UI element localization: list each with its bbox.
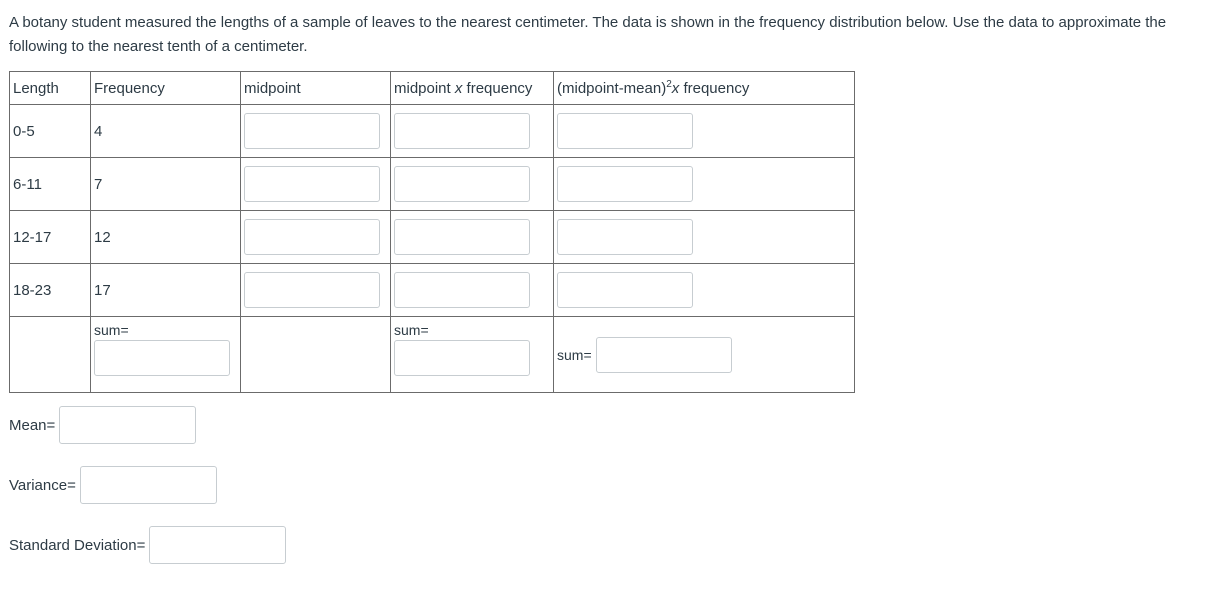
- table-row: [10, 264, 855, 317]
- frequency-sum-cell: [91, 317, 241, 393]
- length-cell: 12-17: [10, 211, 91, 264]
- midpoint-input[interactable]: [244, 166, 380, 202]
- length-cell: 6-11: [10, 158, 91, 211]
- midpoint-x-frequency-input[interactable]: [394, 272, 530, 308]
- header-midpoint: midpoint: [241, 72, 391, 105]
- deviation-squared-x-frequency-input[interactable]: [557, 166, 693, 202]
- frequency-sum-input[interactable]: [94, 340, 230, 376]
- midpoint-x-frequency-input[interactable]: [394, 219, 530, 255]
- sum-empty-cell: [10, 317, 91, 393]
- table-row: [10, 211, 855, 264]
- table-header-row: [10, 72, 855, 105]
- deviation-sum-input[interactable]: [596, 337, 732, 373]
- deviation-squared-x-frequency-input[interactable]: [557, 219, 693, 255]
- mean-row: [9, 406, 196, 444]
- deviation-sum-label: sum=: [557, 346, 592, 363]
- deviation-squared-x-frequency-input[interactable]: [557, 272, 693, 308]
- variance-label: Variance=: [9, 476, 76, 494]
- frequency-cell: 7: [91, 158, 241, 211]
- midpoint-input[interactable]: [244, 272, 380, 308]
- mean-label: Mean=: [9, 416, 56, 434]
- table-row: [10, 105, 855, 158]
- frequency-table: [9, 71, 855, 393]
- midpoint-input[interactable]: [244, 113, 380, 149]
- std-deviation-row: [9, 526, 286, 564]
- length-cell: 0-5: [10, 105, 91, 158]
- midpoint-x-frequency-sum-label: sum=: [394, 322, 429, 338]
- std-deviation-input[interactable]: [149, 526, 286, 564]
- header-deviation-squared-x-frequency: (midpoint-mean)$^2$x frequency: [554, 72, 855, 105]
- frequency-cell: 17: [91, 264, 241, 317]
- header-length: Length: [10, 72, 91, 105]
- table-row: [10, 158, 855, 211]
- deviation-sum-cell: [554, 317, 855, 393]
- header-midpoint-x-frequency: midpoint x frequency: [391, 72, 554, 105]
- mean-input[interactable]: [59, 406, 196, 444]
- midpoint-x-frequency-sum-input[interactable]: [394, 340, 530, 376]
- std-deviation-label: Standard Deviation=: [9, 536, 146, 554]
- frequency-cell: 4: [91, 105, 241, 158]
- deviation-squared-x-frequency-input[interactable]: [557, 113, 693, 149]
- midpoint-input[interactable]: [244, 219, 380, 255]
- variance-input[interactable]: [80, 466, 217, 504]
- frequency-cell: 12: [91, 211, 241, 264]
- variance-row: [9, 466, 217, 504]
- length-cell: 18-23: [10, 264, 91, 317]
- header-frequency: Frequency: [91, 72, 241, 105]
- frequency-sum-label: sum=: [94, 322, 129, 338]
- sum-row: [10, 317, 855, 393]
- midpoint-x-frequency-input[interactable]: [394, 113, 530, 149]
- sum-empty-cell: [241, 317, 391, 393]
- midpoint-x-frequency-sum-cell: [391, 317, 554, 393]
- midpoint-x-frequency-input[interactable]: [394, 166, 530, 202]
- question-text: A botany student measured the lengths of a sample of leaves to the nearest centimeter. The data is shown in the frequency distribution below. Use the data to approximate the following to the nearest tenth of a centimeter.: [9, 14, 1167, 55]
